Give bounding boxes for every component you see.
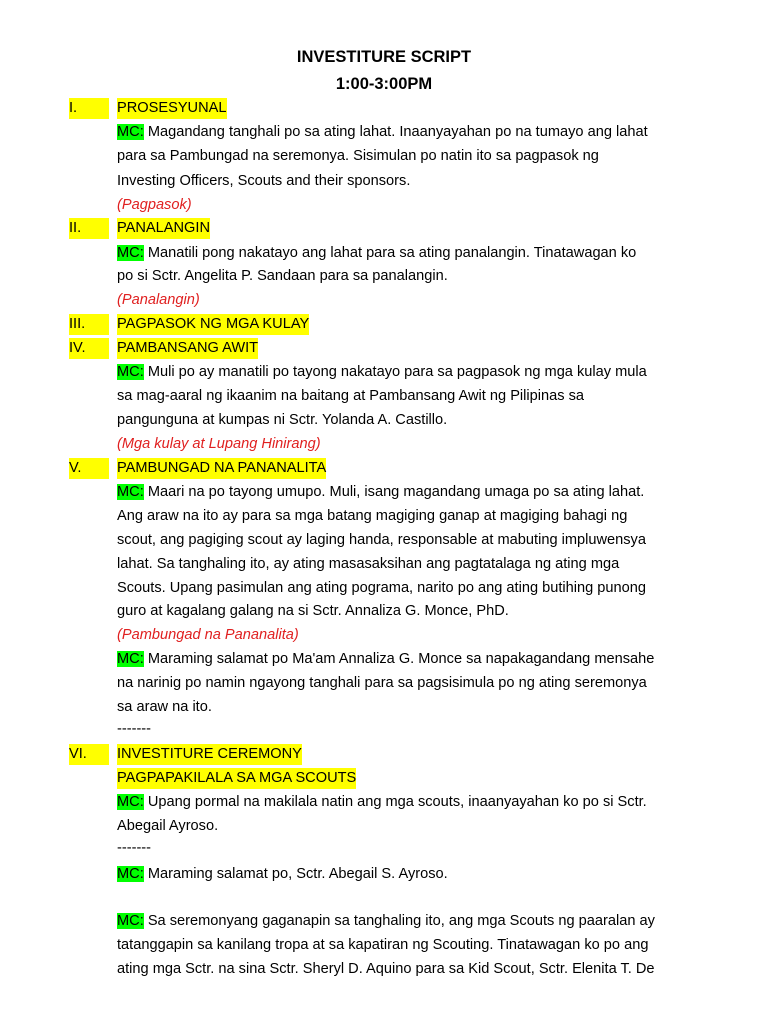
mc-label: MC: <box>117 364 144 380</box>
script-text: Magandang tanghali po sa ating lahat. Inaanyayahan po na tumayo ang lahat <box>143 124 648 140</box>
mc-line <box>117 792 647 813</box>
script-text: Maraming salamat po Ma'am Annaliza G. Monce sa napakagandang mensahe <box>143 651 655 667</box>
section-title: INVESTITURE CEREMONY <box>117 744 302 765</box>
section-title: PROSESYUNAL <box>117 98 227 119</box>
script-line: na narinig po namin ngayong tanghali para sa pagsisimula po ng ating seremonya <box>117 675 647 691</box>
script-line: tatanggapin sa kanilang tropa at sa kapatiran ng Scouting. Tinatawagan ko po ang <box>117 937 649 953</box>
mc-line <box>117 243 636 264</box>
script-text: Maari na po tayong umupo. Muli, isang magandang umaga po sa ating lahat. <box>143 484 645 500</box>
section-title: PAMBUNGAD NA PANANALITA <box>117 458 326 479</box>
script-line: Scouts. Upang pasimulan ang ating pograma, narito po ang ating butihing punong <box>117 580 646 596</box>
stage-direction: (Pambungad na Pananalita) <box>117 627 299 643</box>
document-title: INVESTITURE SCRIPT <box>296 48 472 66</box>
mc-line <box>117 482 644 503</box>
script-text: Maraming salamat po, Sctr. Abegail S. Ayroso. <box>143 866 448 882</box>
stage-direction: (Pagpasok) <box>117 197 192 213</box>
mc-label: MC: <box>117 484 144 500</box>
mc-label: MC: <box>117 124 144 140</box>
stage-direction: (Mga kulay at Lupang Hinirang) <box>117 436 321 452</box>
mc-label: MC: <box>117 651 144 667</box>
section-number: VI. <box>69 744 109 765</box>
mc-label: MC: <box>117 794 144 810</box>
section-subtitle: PAGPAPAKILALA SA MGA SCOUTS <box>117 768 356 789</box>
section-number: III. <box>69 314 109 335</box>
script-line: guro at kagalang galang na si Sctr. Annaliza G. Monce, PhD. <box>117 603 509 619</box>
script-line: Abegail Ayroso. <box>117 818 219 834</box>
section-number: I. <box>69 98 109 119</box>
script-line: scout, ang pagiging scout ay laging handa, responsable at mabuting impluwensya <box>117 532 646 548</box>
separator-dashes: ------- <box>117 840 152 856</box>
mc-line <box>117 362 647 383</box>
mc-line <box>117 864 448 885</box>
mc-line <box>117 911 655 932</box>
script-line: para sa Pambungad na seremonya. Sisimulan po natin ito sa pagpasok ng <box>117 148 599 164</box>
section-title: PAMBANSANG AWIT <box>117 338 258 359</box>
mc-line <box>117 122 648 143</box>
mc-label: MC: <box>117 245 144 261</box>
script-line: pangunguna at kumpas ni Sctr. Yolanda A. Castillo. <box>117 412 448 428</box>
document-time: 1:00-3:00PM <box>335 75 433 93</box>
script-line: po si Sctr. Angelita P. Sandaan para sa panalangin. <box>117 268 448 284</box>
script-line: sa mag-aaral ng ikaanim na baitang at Pambansang Awit ng Pilipinas sa <box>117 388 585 404</box>
section-title: PANALANGIN <box>117 218 210 239</box>
mc-label: MC: <box>117 913 144 929</box>
section-number: V. <box>69 458 109 479</box>
script-line: Ang araw na ito ay para sa mga batang magiging ganap at magiging bahagi ng <box>117 508 628 524</box>
script-text: Sa seremonyang gaganapin sa tanghaling ito, ang mga Scouts ng paaralan ay <box>143 913 655 929</box>
mc-line <box>117 649 654 670</box>
section-number: II. <box>69 218 109 239</box>
script-text: Upang pormal na makilala natin ang mga scouts, inaanyayahan ko po si Sctr. <box>143 794 647 810</box>
script-line: lahat. Sa tanghaling ito, ay ating masasaksihan ang pagtatalaga ng ating mga <box>117 556 620 572</box>
script-text: Manatili pong nakatayo ang lahat para sa ating panalangin. Tinatawagan ko <box>143 245 637 261</box>
script-line: sa araw na ito. <box>117 699 212 715</box>
mc-label: MC: <box>117 866 144 882</box>
separator-dashes: ------- <box>117 721 152 737</box>
script-text: Muli po ay manatili po tayong nakatayo para sa pagpasok ng mga kulay mula <box>143 364 647 380</box>
script-line: Investing Officers, Scouts and their sponsors. <box>117 173 411 189</box>
section-title: PAGPASOK NG MGA KULAY <box>117 314 309 335</box>
script-line: ating mga Sctr. na sina Sctr. Sheryl D. Aquino para sa Kid Scout, Sctr. Elenita T. De <box>117 961 655 977</box>
stage-direction: (Panalangin) <box>117 292 200 308</box>
section-number: IV. <box>69 338 109 359</box>
